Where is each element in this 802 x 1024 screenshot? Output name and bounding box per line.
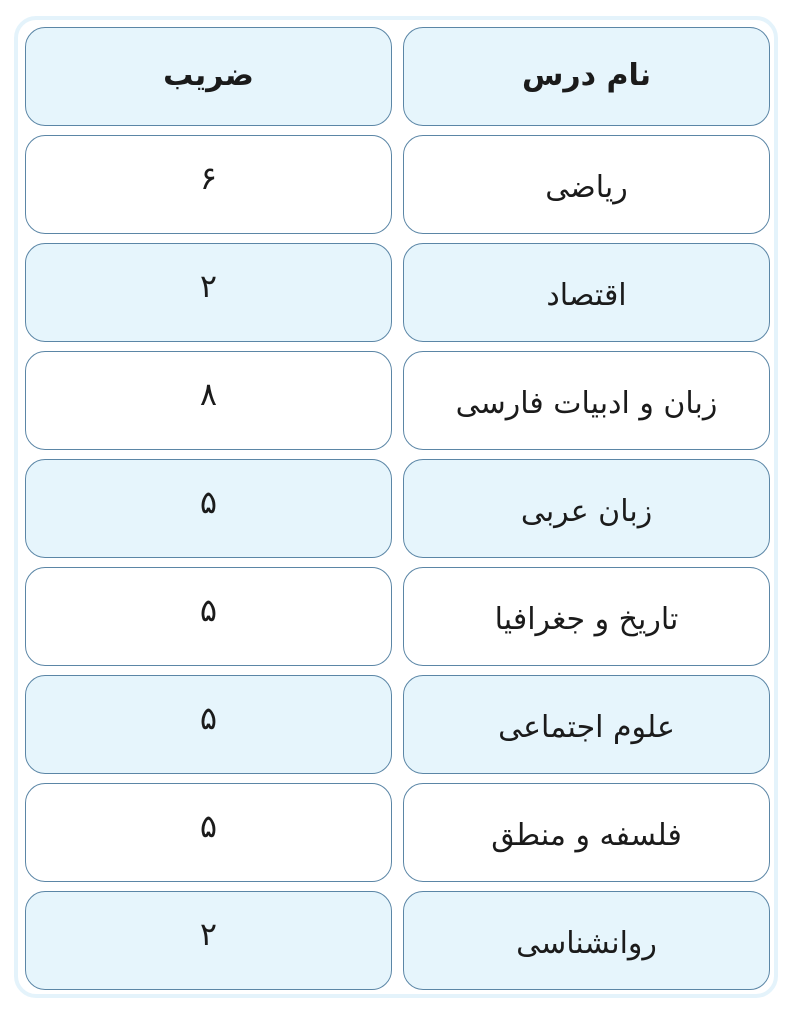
subject-cell: زبان عربی [403,459,770,558]
coefficient-table [25,27,770,990]
subject-cell: علوم اجتماعی [403,675,770,774]
subject-cell: زبان و ادبیات فارسی [403,351,770,450]
coefficient-cell: ۶ [25,135,392,234]
coefficient-cell: ۸ [25,351,392,450]
coefficient-cell: ۵ [25,675,392,774]
coefficient-cell: ۵ [25,567,392,666]
subject-cell: اقتصاد [403,243,770,342]
subject-cell: ریاضی [403,135,770,234]
subject-cell: روانشناسی [403,891,770,990]
subject-cell: فلسفه و منطق [403,783,770,882]
coefficient-cell: ۲ [25,891,392,990]
header-coefficient: ضریب [25,27,392,126]
header-subject: نام درس [403,27,770,126]
subject-cell: تاریخ و جغرافیا [403,567,770,666]
coefficient-cell: ۵ [25,783,392,882]
coefficient-cell: ۵ [25,459,392,558]
coefficient-cell: ۲ [25,243,392,342]
